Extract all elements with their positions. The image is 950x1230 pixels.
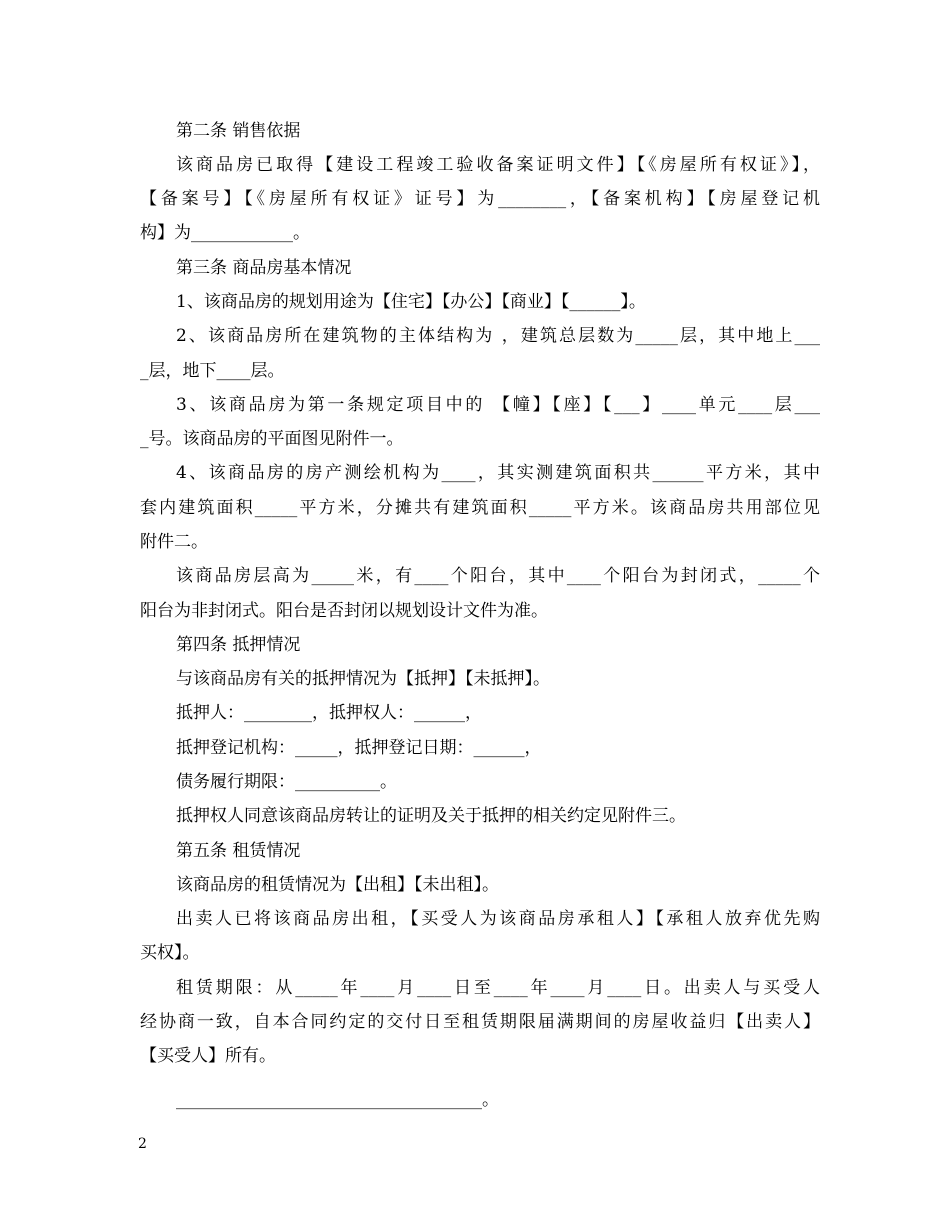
paragraph-line: 该商品房已取得【建设工程竣工验收备案证明文件】【《房屋所有权证》】， [176, 155, 820, 175]
paragraph-line: 1、该商品房的规划用途为【住宅】【办公】【商业】【______】。 [176, 292, 646, 312]
paragraph-line: 出卖人已将该商品房出租，【买受人为该商品房承租人】【承租人放弃优先购 [176, 909, 820, 929]
paragraph-line: 套内建筑面积_____平方米，分摊共有建筑面积_____平方米。该商品房共用部位见 [140, 498, 820, 518]
paragraph-line: 该商品房的租赁情况为【出租】【未出租】。 [176, 875, 499, 895]
paragraph-line: 该商品房层高为_____米，有____个阳台，其中____个阳台为封闭式，_____个 [176, 566, 820, 586]
paragraph-line: 阳台为非封闭式。阳台是否封闭以规划设计文件为准。 [140, 601, 548, 621]
paragraph-line: 附件二。 [140, 532, 208, 552]
paragraph-line: 【买受人】所有。 [140, 1046, 276, 1066]
paragraph-line: 【备案号】【《房屋所有权证》证号】为________，【备案机构】【房屋登记机 [140, 189, 820, 209]
paragraph-line: 租赁期限：从_____年____月____日至____年____月____日。出卖人与买受人 [176, 978, 820, 998]
paragraph-line: 抵押登记机构：_____，抵押登记日期：______， [176, 738, 542, 758]
article-4-heading: 第四条 抵押情况 [176, 635, 301, 655]
paragraph-line: 4、该商品房的房产测绘机构为____，其实测建筑面积共______平方米，其中 [176, 463, 820, 483]
paragraph-line: 抵押权人同意该商品房转让的证明及关于抵押的相关约定见附件三。 [176, 806, 686, 826]
paragraph-line: 债务履行期限：__________。 [176, 772, 397, 792]
paragraph-line: _层，地下____层。 [140, 361, 285, 381]
paragraph-line: 2、该商品房所在建筑物的主体结构为 ，建筑总层数为_____层，其中地上___ [176, 326, 820, 346]
paragraph-line: 构】为____________。 [140, 223, 310, 243]
paragraph-line: 经协商一致，自本合同约定的交付日至租赁期限届满期间的房屋收益归【出卖人】 [140, 1012, 820, 1032]
page-number: 2 [138, 1136, 147, 1152]
paragraph-line: 抵押人：________，抵押权人：______， [176, 703, 482, 723]
article-5-heading: 第五条 租赁情况 [176, 841, 301, 861]
paragraph-line: 与该商品房有关的抵押情况为【抵押】【未抵押】。 [176, 669, 550, 689]
blank-fill-line: ____________________________________。 [176, 1090, 499, 1110]
article-3-heading: 第三条 商品房基本情况 [176, 258, 352, 278]
article-2-heading: 第二条 销售依据 [176, 121, 301, 141]
paragraph-line: 买权】。 [140, 943, 200, 963]
paragraph-line: _号。该商品房的平面图见附件一。 [140, 429, 404, 449]
paragraph-line: 3、该商品房为第一条规定项目中的 【幢】【座】【___】____单元____层___ [176, 395, 820, 415]
